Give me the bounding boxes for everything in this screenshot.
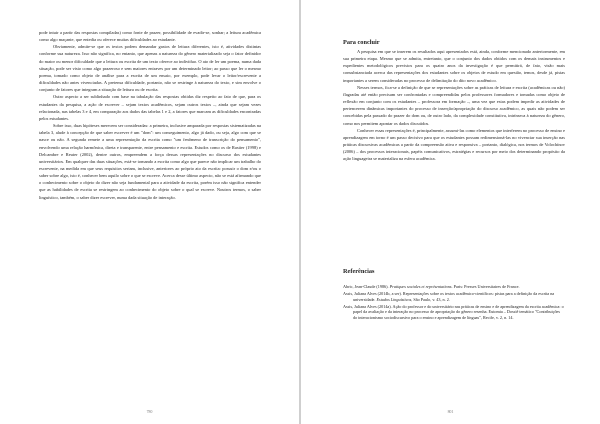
section-title: Para concluir [343, 39, 380, 46]
references-list [343, 284, 565, 322]
reference-entry [343, 284, 565, 290]
reference-title: Pratiques sociales et représentations [389, 284, 452, 289]
reference-text: Abric, Jean-Claude (1986). [343, 284, 390, 289]
right-body-text [343, 38, 565, 163]
right-page [301, 0, 600, 424]
right-paragraph: A pesquisa em que se inserem os resultados aqui apresentados está, ainda, conforme mencionado anteriormente, em sua primeira etapa. Mesmo que se admita, entretanto, que o conjunto dos dados obtidos com os demais instrumentos e expedientes metodológicos previstos para os quatro anos da investigação é que permitirá, de fato, visão mais consubstanciada acerca das representações dos estudantes sobre os objetos de estudo em questão, temos, desde já, pistas importantes a serem consideradas no processo de delimitação do dito novo acadêmico. [343, 49, 565, 83]
right-paragraph: Conhecer essas representações é, principalmente, assumi-las como elementos que interferem no processo de ensino e aprendizagem em torno é um passo decisivo para que os estudantes possam redimensioná-las no vivenciar sua inserção nas práticas discursivas acadêmicas a partir da compreensão ativa e responsiva – portanto, dialógica, nos termos de Volochínov (2006) – dos processos interacionais, papéis comunicativos, estratégias e recursos por meio dos determinando propósito da ação linguageira se materializa na esfera acadêmica. [343, 127, 565, 162]
reference-entry [343, 304, 565, 321]
reference-text: Assis, Juliana Alves (2014a). Ação do professor e do universitário nas práticas de ensino e de aprendizagem da escrita acadêmica: o papel da avaliação e da interação no processo de apropriação do gênero resenha. Eutomia – Dossiê temático "Contribuições do interacionismo sociodiscursivo para o ensino e aprendizagem de línguas", Recife, v. 2, n. 14. [343, 303, 564, 320]
right-paragraph: Nesses termos, fica-se a definição de que se representações sobre as práticas de leitura e escrita (acadêmicas ou não) flagradas até então precisam ser confrontadas e compreendidas pelos professores formadores e tomadas como objeto de reflexão em conjunto com os estudantes – professora em formação –, uma vez que estas podem impedir as atividades de pertencerem dinâmicas importantes do processo de inserção/apropriação do discurso acadêmico, as quais não podem ser concebidas pela passado do prazer do dom ou, de outro lado, da complexidade constitutiva, intrínseca à natureza do gênero, como nos permitem apontar os dados discutidos. [343, 84, 565, 126]
left-paragraph: Obviamente, admite-se que os textos podem demandar gastos de leitura diferentes, isto é, atividades distintas conforme sua natureza. Isso não significa, no entanto, que apenas a natureza do gênero materializado seja o fator definidor do maior ou menor dificuldade que a leitura ou escrita de um texto oferece ao indivíduo. O ato de ler um poema, numa dada situação, pode ser visto como algo prazeroso e sem maiores entraves por um determinado leitor; ao passo que ler o mesmo poema, tomado como objeto de análise para a escrita de um ensaio, por exemplo, pode levar o leitor/escrevente a dificuldades não antes vivenciadas. A pretensa dificuldade, portanto, não se restringe à natureza do texto, e sim envolve o conjunto de fatores que integram a situação de leitura ou de escrita. [39, 44, 261, 93]
left-page-number: 780 [146, 410, 153, 414]
left-paragraph: pode intuir a partir das respostas compiladas) como fonte de prazer, possibilidade de evadir-se, sonhar; a leitura acadêmica como algo maçante, que entedia ou oferece muitas dificuldades ao estudante. [39, 30, 261, 43]
reference-text: Assis, Juliana Alves (2014b, a ser). Representações sobre os textos acadêmico-científicos: pistas para a definição da escrita na universidade. [343, 290, 555, 302]
left-page [0, 0, 299, 424]
references-title: Referências [343, 268, 375, 275]
reference-text: , São Paulo, v. 43, n. 2. [411, 296, 450, 302]
reference-entry [343, 291, 565, 302]
reference-text: . Paris: Presses Universitaires de France. [451, 284, 520, 289]
right-page-number: 801 [447, 410, 454, 414]
left-paragraph: Outro aspecto a ser sublinhado com base na tabulação das respostas obtidas diz respeito ao fato de que, para os estudantes da pesquisa, a ação de escrever – sejam textos acadêmicos, sejam outros textos –, ainda que sejam vezes relacionada, nas tabelas 3 e 4, em comparação aos dados das tabelas 1 e 2, a fatores que marcam as dificuldades encontradas pelos estudantes. [39, 94, 261, 121]
left-body-text [39, 29, 261, 201]
left-paragraph: Sobre isso, duas hipóteses merecem ser consideradas: a primeira, inclusive amparada por respostas sistematizadas na tabela 3, alude à concepção de que saber escrever é um "dom": um conseguimento, algo já dado, ou seja, algo com que se nasce ou não. A segunda remete a uma representação da escrita como "um fenômeno de transcrição do pensamento", envolvendo uma relação harmônica, direta e transparente, entre pensamento e escrita. Estudos como os de Rastier (1998) e Delcambre e Reuter (2002), dentre outros, empreendem a força dessas representações no discurso dos estudantes universitários. Em qualquer das duas situações, está-se tomando a escrita como algo que parece não implicar um trabalho do escrevente, na medida em que seus requisitos seriam, inclusive, anteriores ao próprio ato da escrita: possuir o dom e/ou o saber sobre algo, isto é, conhecer bem aquilo sobre o que se escreve. Acerca desse último aspecto, não se está afirmando que o conhecimento sobre o objeto do dizer não seja fundamental para a atividade da escrita, porém isso não significa entender que as habilidades de escrita se restringem ao conhecimento do objeto sobre o qual se escreve. Noutros termos, o saber linguístico, também, o saber dizer escrever, numa dada situação de interação. [39, 123, 261, 200]
reference-title: Estudos Linguísticos [376, 296, 412, 302]
